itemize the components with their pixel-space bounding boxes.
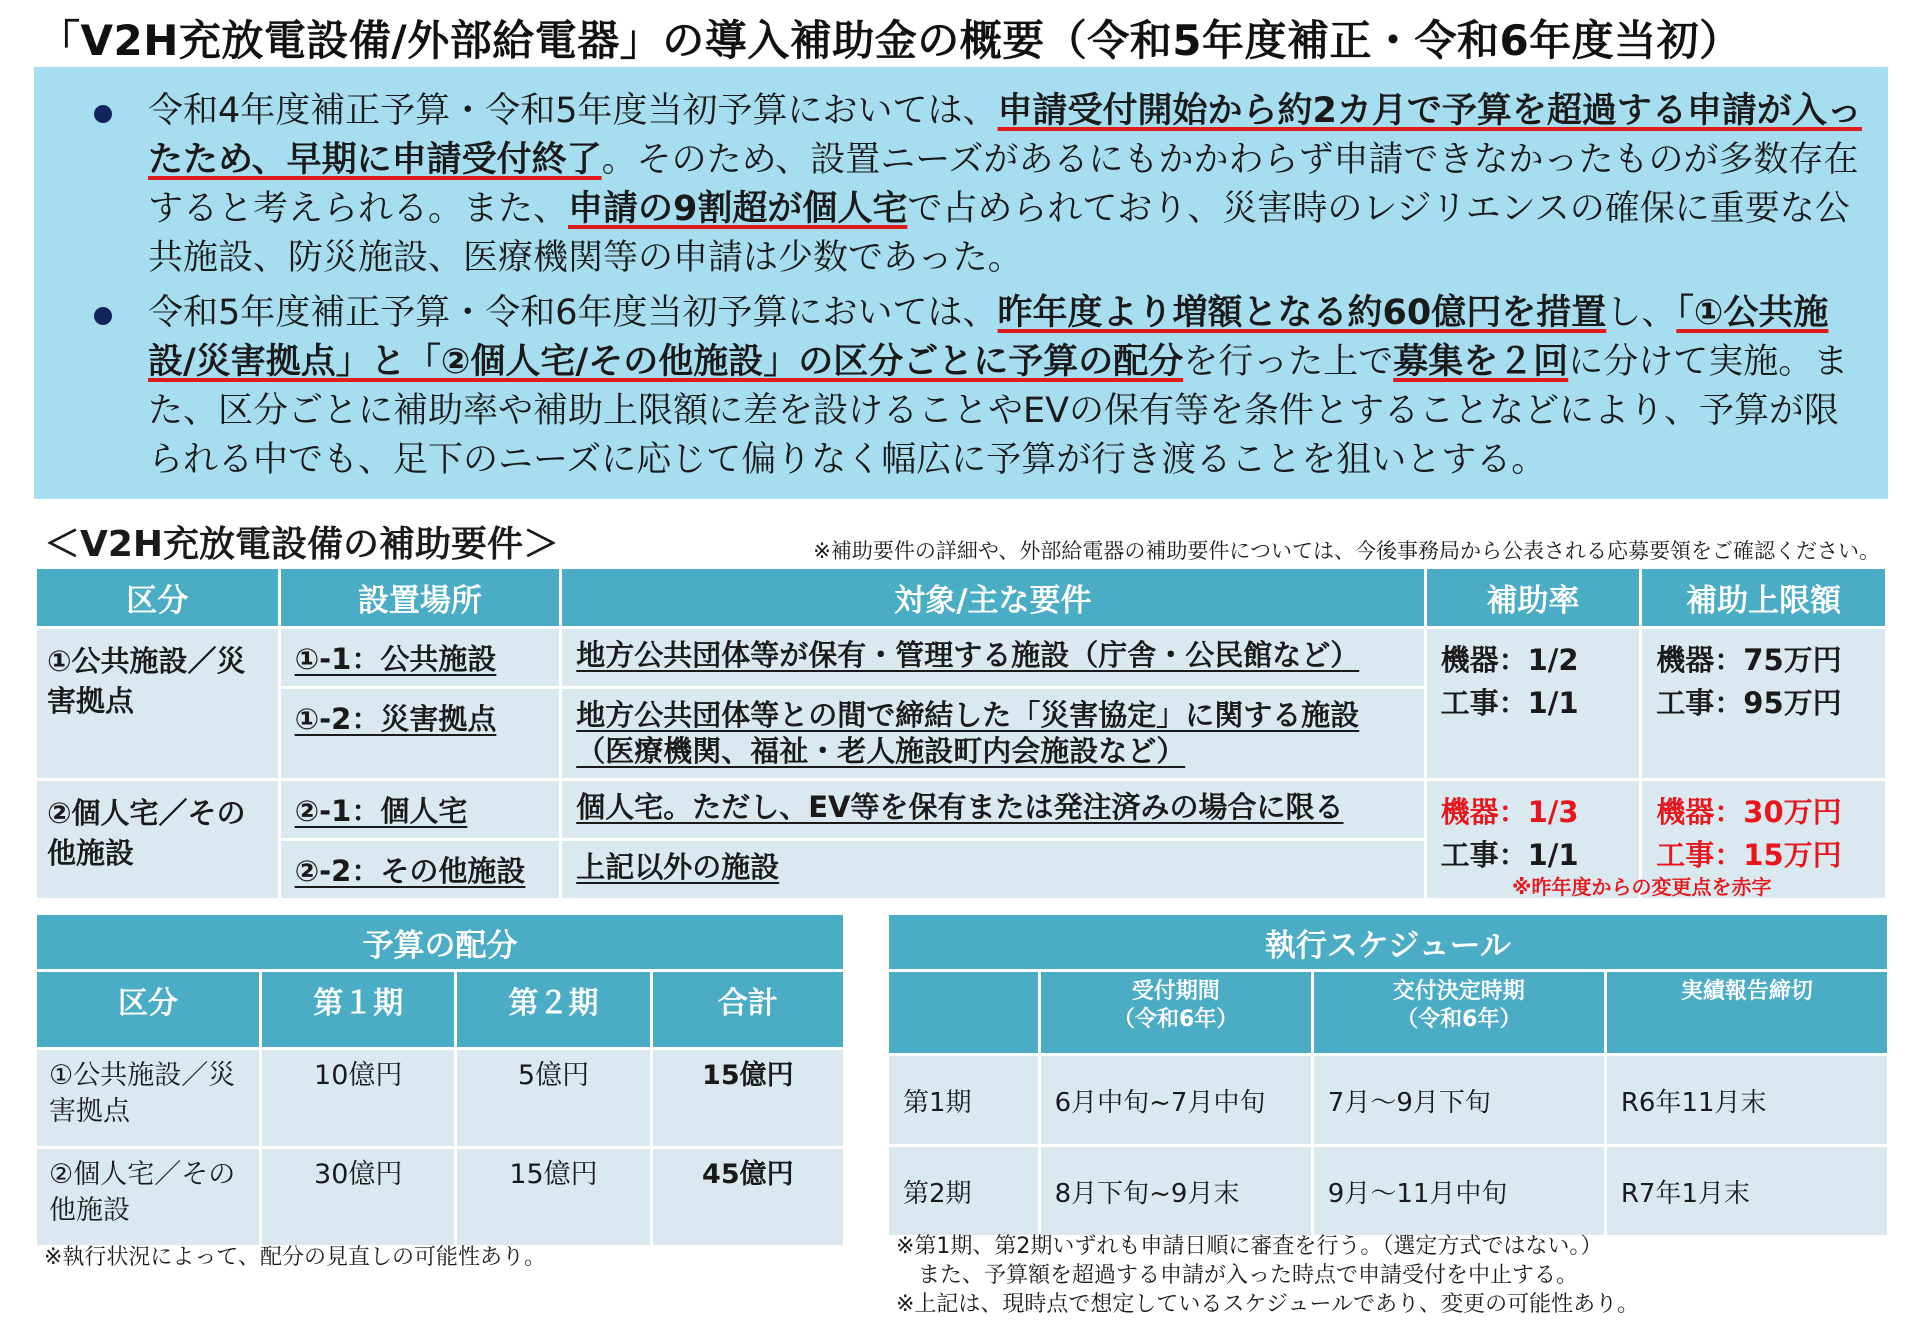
limit-construction: 工事：95万円 (1656, 686, 1842, 720)
summary-bullet-1-text (148, 87, 1874, 283)
target-cell (561, 780, 1425, 840)
schedule-table (886, 912, 1890, 1238)
text-run: に分けて実施。また、区分ごとに補助率や補助上限額に差を設けることやEVの保有等を条件とすることなどにより、予算が限られる中でも、足下のニーズに応じて偏りなく幅広に予算が行き渡ることを狙いとする。 (148, 342, 1849, 480)
col-header (1312, 971, 1605, 1055)
location-label: ②-2：その他施設 (294, 854, 526, 888)
col-header-main: 交付決定時期 (1392, 979, 1525, 1004)
col-header-empty (888, 971, 1040, 1055)
emphasis-run: 申請受付開始から約2カ月で予算を超過する申請が入ったため、早期に申請受付終了 (148, 91, 1862, 180)
accept-cell: 6月中旬~7月中旬 (1039, 1055, 1312, 1146)
location-cell (279, 688, 561, 780)
target-label: 地方公共団体等が保有・管理する施設（庁舎・公民館など） (576, 638, 1360, 672)
location-cell (279, 628, 561, 688)
rate-construction: 工事：1/1 (1440, 686, 1579, 720)
col-header: 区分 (36, 971, 261, 1049)
col-header-main: 実績報告締切 (1680, 979, 1813, 1004)
budget-cell: 30億円 (261, 1148, 456, 1247)
col-header-main: 受付期間 (1131, 979, 1220, 1004)
table-row (888, 1055, 1889, 1146)
requirements-table (34, 566, 1888, 901)
budget-total-cell: 45億円 (651, 1148, 844, 1247)
requirements-note: ※補助要件の詳細や、外部給電器の補助要件については、今後事務局から公表される応募要領をご確認ください。 (813, 539, 1880, 563)
emphasis-run: 申請の9割超が個人宅 (568, 189, 908, 229)
subsidy-limit-cell (1641, 628, 1887, 780)
rate-equipment: 機器：1/3 (1440, 795, 1579, 829)
budget-note: ※執行状況によって、配分の見直しの可能性あり。 (44, 1245, 546, 1270)
budget-total-cell: 15億円 (651, 1049, 844, 1148)
text-run: 。そのため、設置ニーズがあるにもかかわらず申請できなかったものが多数存在すると考えられる。また、 (148, 140, 1859, 229)
bullet-dot-icon (94, 105, 112, 123)
rate-equipment: 機器：1/2 (1440, 643, 1579, 677)
schedule-caption: 執行スケジュール (888, 914, 1889, 971)
target-label: 上記以外の施設 (576, 850, 780, 884)
schedule-note: また、予算額を超過する申請が入った時点で申請受付を中止する。 (896, 1263, 1579, 1288)
changes-note: ※昨年度からの変更点を赤字 (1512, 875, 1772, 899)
col-header: 補助率 (1425, 568, 1641, 628)
col-header-sub: （令和6年） (1113, 1007, 1239, 1032)
rate-construction: 工事：1/1 (1440, 838, 1579, 872)
target-cell (561, 628, 1425, 688)
limit-equipment: 機器：75万円 (1656, 643, 1842, 677)
table-row (36, 780, 1887, 840)
budget-table (34, 912, 846, 1248)
text-run: を行った上で (1183, 342, 1394, 382)
requirements-title: ＜V2H充放電設備の補助要件＞ (44, 524, 560, 565)
target-cell (561, 688, 1425, 780)
subsidy-rate-cell (1425, 628, 1641, 780)
table-caption-row (36, 914, 845, 971)
col-header-sub: （令和6年） (1396, 1007, 1522, 1032)
text-run: で占められており、災害時のレジリエンスの確保に重要な公共施設、防災施設、医療機関等の申請は少数であった。 (148, 189, 1850, 278)
limit-construction: 工事：15万円 (1656, 838, 1842, 872)
bullet-dot-icon (94, 307, 112, 325)
schedule-note: ※第1期、第2期いずれも申請日順に審査を行う。（選定方式ではない。） (896, 1234, 1603, 1259)
col-header: 区分 (36, 568, 280, 628)
text-run: し、 (1606, 293, 1677, 333)
accept-cell: 8月下旬~9月末 (1039, 1146, 1312, 1237)
summary-bullet-2 (94, 289, 1874, 485)
location-label: ②-1：個人宅 (294, 794, 468, 828)
budget-category-cell: ②個人宅／その他施設 (36, 1148, 261, 1247)
col-header: 対象/主な要件 (561, 568, 1425, 628)
col-header: 設置場所 (279, 568, 561, 628)
location-cell (279, 780, 561, 840)
report-cell: R7年1月末 (1605, 1146, 1888, 1237)
table-row (36, 628, 1887, 688)
page-title: 「V2H充放電設備/外部給電器」の導入補助金の概要（令和5年度補正・令和6年度当初） (38, 16, 1742, 65)
target-label: 地方公共団体等との間で締結した「災害協定」に関する施設 (576, 698, 1360, 732)
location-label: ①-2：災害拠点 (294, 702, 497, 736)
emphasis-run: 募集を２回 (1393, 342, 1569, 382)
summary-bullet-1 (94, 87, 1874, 283)
col-header: 合計 (651, 971, 844, 1049)
schedule-notes (896, 1232, 1639, 1319)
summary-box (34, 67, 1888, 499)
text-run: 令和4年度補正予算・令和5年度当初予算においては、 (148, 91, 998, 131)
limit-equipment: 機器：30万円 (1656, 795, 1842, 829)
target-cell (561, 840, 1425, 900)
col-header: 第２期 (456, 971, 651, 1049)
emphasis-run: 「①公共施設/災害拠点」と「②個人宅/その他施設」の区分ごとに予算の配分 (148, 293, 1829, 382)
table-row (888, 1146, 1889, 1237)
emphasis-run: 昨年度より増額となる約60億円を措置 (997, 293, 1607, 333)
location-cell (279, 840, 561, 900)
summary-bullet-2-text (148, 289, 1874, 485)
budget-cell: 15億円 (456, 1148, 651, 1247)
decision-cell: 7月～9月下旬 (1312, 1055, 1605, 1146)
report-cell: R6年11月末 (1605, 1055, 1888, 1146)
table-caption-row (888, 914, 1889, 971)
budget-category-cell: ①公共施設／災害拠点 (36, 1049, 261, 1148)
period-cell: 第1期 (888, 1055, 1040, 1146)
table-row (36, 1148, 845, 1247)
budget-cell: 5億円 (456, 1049, 651, 1148)
category-cell: ②個人宅／その他施設 (36, 780, 280, 900)
category-cell: ①公共施設／災害拠点 (36, 628, 280, 780)
budget-caption: 予算の配分 (36, 914, 845, 971)
col-header: 補助上限額 (1641, 568, 1887, 628)
text-run: 令和5年度補正予算・令和6年度当初予算においては、 (148, 293, 998, 333)
budget-cell: 10億円 (261, 1049, 456, 1148)
decision-cell: 9月～11月中旬 (1312, 1146, 1605, 1237)
target-label: 個人宅。ただし、EV等を保有または発注済みの場合に限る (576, 790, 1344, 824)
location-label: ①-1：公共施設 (294, 642, 497, 676)
period-cell: 第2期 (888, 1146, 1040, 1237)
table-header-row (36, 971, 845, 1049)
target-label: （医療機関、福祉・老人施設町内会施設など） (576, 734, 1186, 768)
table-header-row (888, 971, 1889, 1055)
schedule-note: ※上記は、現時点で想定しているスケジュールであり、変更の可能性あり。 (896, 1292, 1640, 1317)
table-header-row (36, 568, 1887, 628)
table-row (36, 1049, 845, 1148)
col-header (1605, 971, 1888, 1055)
col-header (1039, 971, 1312, 1055)
col-header: 第１期 (261, 971, 456, 1049)
